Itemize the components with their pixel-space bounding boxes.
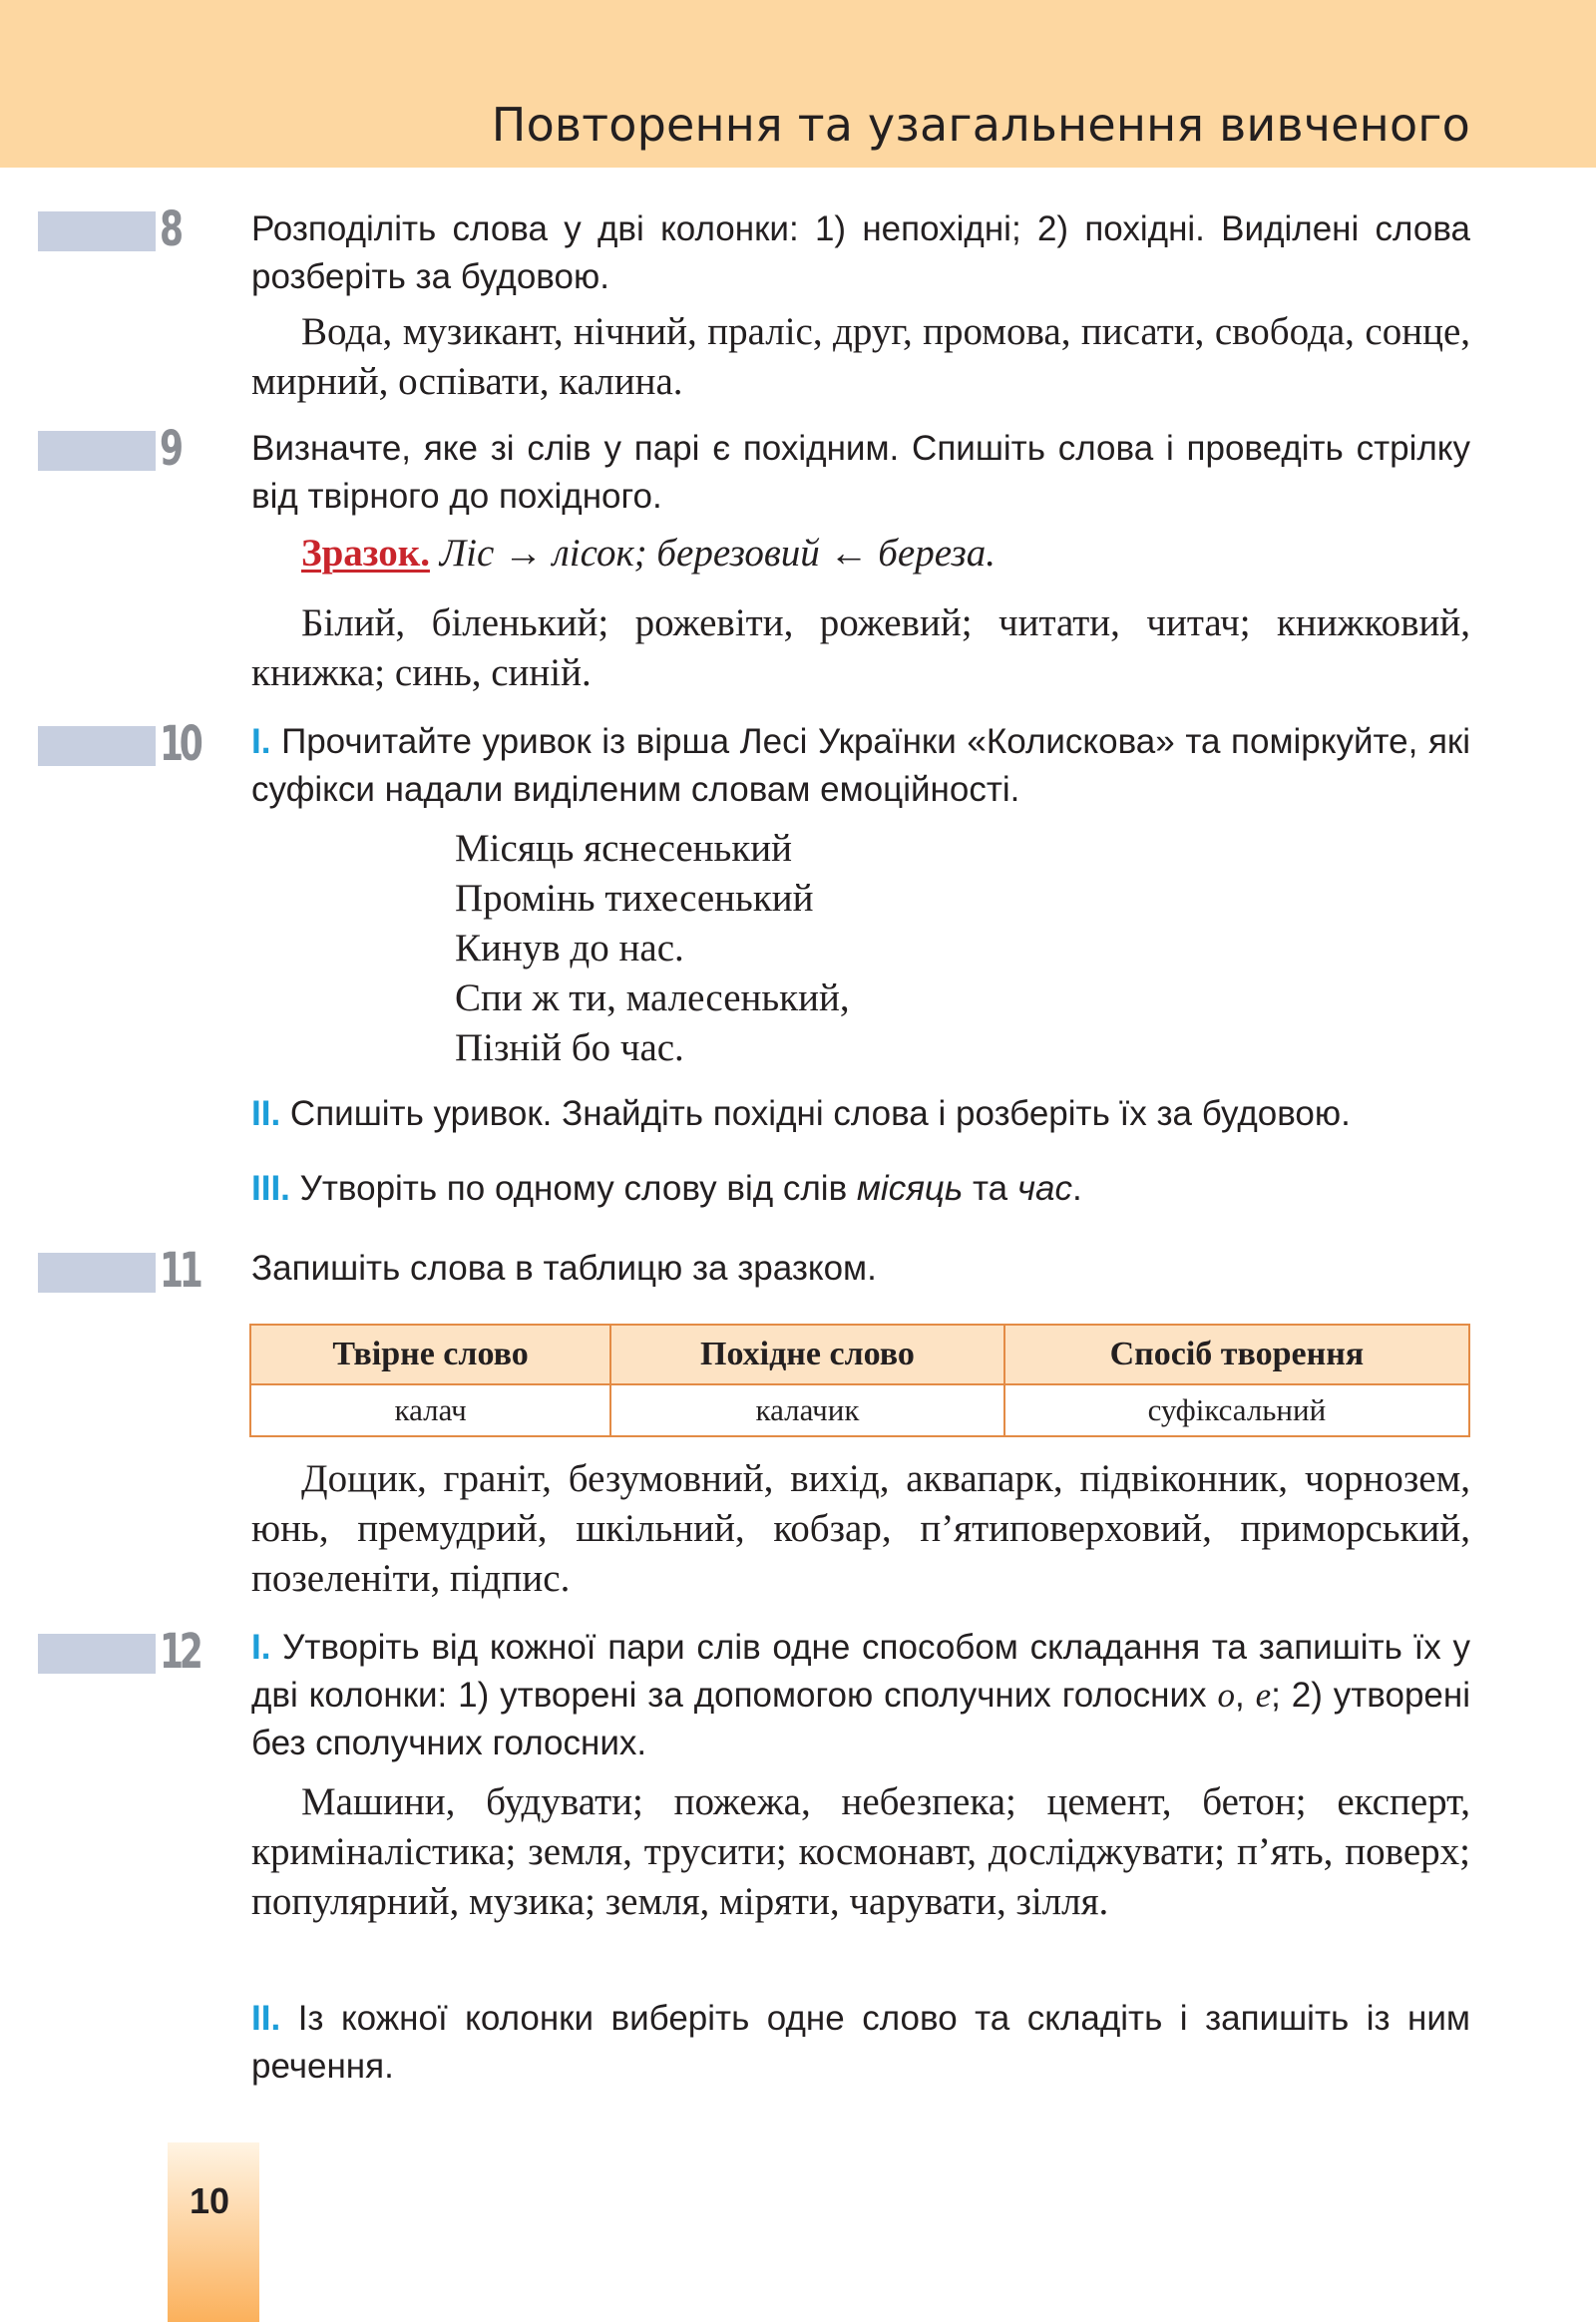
exercise-number-bar [38,1634,156,1674]
part-text: та [973,1169,1008,1208]
part-label: II. [251,1999,281,2038]
poem-line: Промінь тихесенький [455,877,814,920]
part-text: , [1234,1676,1245,1715]
part-text: Утворіть від кожної пари слів одне способом складання та запишіть їх у дві колонки: 1) утворені за допомогою сполучних голосних [251,1628,1470,1715]
table-cell: калачик [610,1384,1004,1436]
table-cell: калач [250,1384,610,1436]
exercise-task: Розподіліть слова у дві колонки: 1) непохідні; 2) похідні. Виділені слова розберіть за будовою. [251,209,1470,296]
poem-line: Спи ж ти, малесенький, [455,976,850,1019]
part-word: місяць [856,1169,964,1208]
exercise-number-bar [38,431,156,471]
exercise-words: Машини, будувати; пожежа, небезпека; цемент, бетон; експерт, криміналістика; земля, трусити; космонавт, досліджувати; п’ять, поверх; популярний, музика; земля, міряти, чарувати, зілля. [251,1780,1470,1923]
part-text: Спишіть уривок. Знайдіть похідні слова і розберіть їх за будовою. [289,1094,1351,1133]
part-word: о [1217,1676,1235,1715]
exercise-number: 10 [160,716,200,772]
part-text: ; 2) утворені без сполучних голосних. [251,1676,1470,1762]
exercise-number-bar [38,1253,156,1293]
part-text: Утворіть по одному слову від слів [299,1169,848,1208]
word-formation-table [249,1324,1470,1437]
exercise-number-bar [38,726,156,766]
exercise-number-bar [38,211,156,251]
poem [455,824,850,1073]
poem-line: Пізній бо час. [455,1026,684,1069]
part-text: Із кожної колонки виберіть одне слово та складіть і запишіть із ним речення. [251,1999,1470,2086]
table-header-cell: Похідне слово [610,1325,1004,1384]
chapter-title: Повторення та узагальнення вивченого [491,98,1470,152]
chapter-header [0,0,1596,168]
exercise-number: 12 [160,1624,200,1680]
part-label: III. [251,1169,290,1208]
part-label: II. [251,1094,281,1133]
exercise-number: 11 [160,1243,200,1299]
part-label: I. [251,722,271,761]
table-header-cell: Твірне слово [250,1325,610,1384]
exercise-words: Вода, музикант, нічний, праліс, друг, промова, писати, свобода, сонце, мирний, оспівати, калина. [251,310,1470,403]
part-label: I. [251,1628,271,1667]
exercise-words: Білий, біленький; рожевіти, рожевий; читати, читач; книжковий, книжка; синь, синій. [251,601,1470,694]
sample-text: Ліс → лісок; березовий ← береза. [439,532,996,575]
exercise-task: Визначте, яке зі слів у парі є похідним. Спишіть слова і проведіть стрілку від твірного до похідного. [251,429,1470,516]
page-number-tab [168,2142,259,2322]
exercise-task-part-3 [251,1165,1470,1213]
exercise-number: 9 [160,421,180,477]
table-cell: суфіксальний [1004,1384,1469,1436]
table-row [250,1384,1469,1436]
poem-line: Місяць яснесенький [455,827,793,870]
exercise-task-part-2 [251,1995,1470,2091]
sample-label: Зразок. [301,532,430,575]
part-text: Прочитайте уривок із вірша Лесі Українки «Колискова» та поміркуйте, які суфікси надали виділеним словам емоційності. [251,722,1470,809]
poem-line: Кинув до нас. [455,927,684,969]
part-word: е [1255,1676,1272,1715]
part-word: час [1016,1169,1072,1208]
table-header-row [250,1325,1469,1384]
exercise-words: Дощик, граніт, безумовний, вихід, аквапарк, підвіконник, чорнозем, юнь, премудрий, шкільний, кобзар, п’ятиповерховий, приморський, позеленіти, підпис. [251,1457,1470,1600]
sample-line [251,529,1470,579]
exercise-task-part-1 [251,1624,1470,1767]
exercise-task: Запишіть слова в таблицю за зразком. [251,1249,877,1288]
part-text: . [1071,1169,1082,1208]
exercise-number: 8 [160,201,180,257]
table-header-cell: Спосіб творення [1004,1325,1469,1384]
page-number: 10 [190,2180,230,2221]
exercise-task-part-2 [251,1090,1470,1138]
exercise-task-part-1 [251,718,1470,814]
